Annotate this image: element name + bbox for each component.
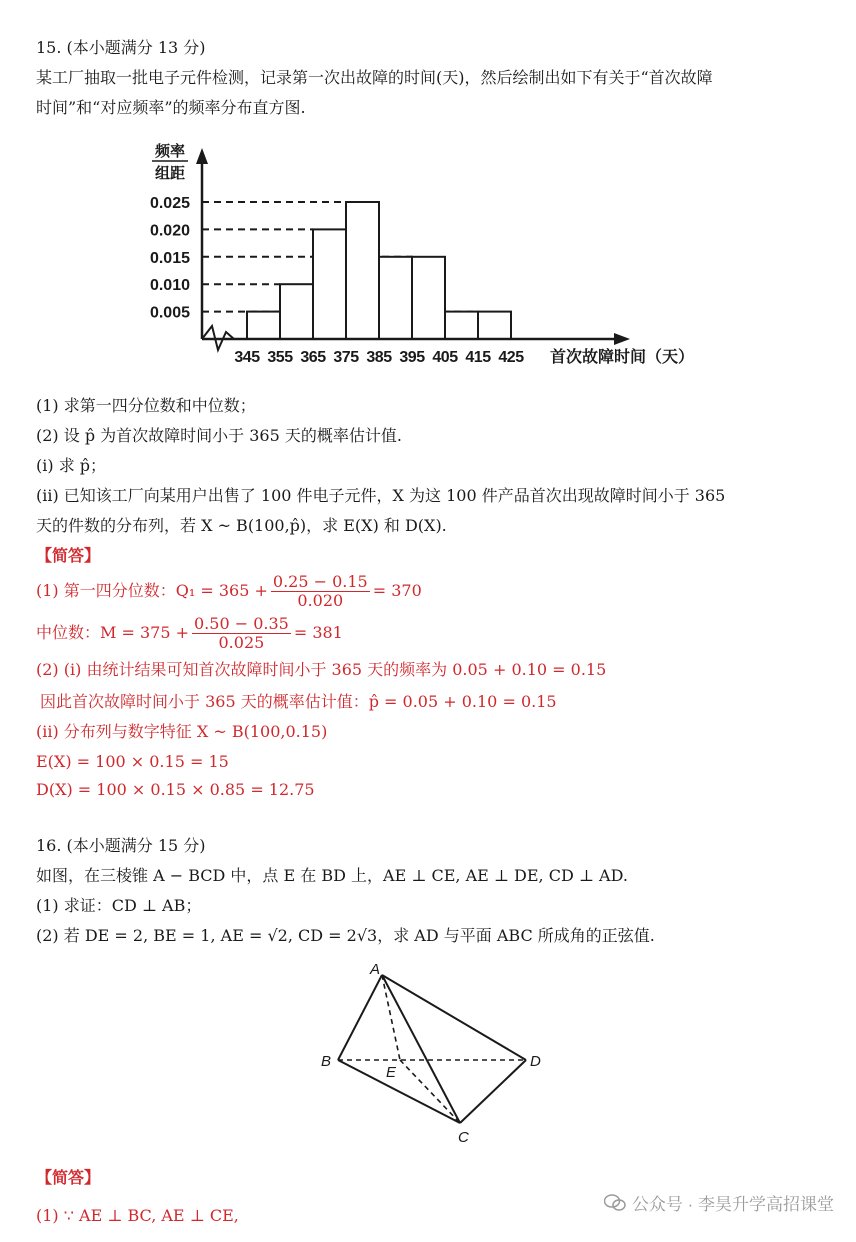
histogram-bar [412,257,445,339]
q16-answer-label: 【简答】 [36,1168,101,1187]
q15-answer-label: 【简答】 [36,546,101,565]
histogram-bar [313,229,346,339]
y-tick-label: 0.020 [149,222,190,240]
x-tick-label: 375 [333,349,359,366]
q15-answer-median [36,614,343,652]
label-D: D [530,1053,541,1070]
q15-part1: (1) 求第一四分位数和中位数； [36,396,256,415]
label-E: E [386,1064,397,1081]
q15-part2-ii-line2: 天的件数的分布列，若 X ~ B(100,p̂)，求 E(X) 和 D(X). [36,516,447,535]
q15-answer-expectation: E(X) = 100 × 0.15 = 15 [36,752,229,771]
q15-answer-estimate: 因此首次故障时间小于 365 天的概率估计值：p̂ = 0.05 + 0.10 = 0.15 [40,692,557,711]
q15-part2: (2) 设 p̂ 为首次故障时间小于 365 天的概率估计值. [36,426,402,445]
q15-answer-q1-fraction [271,573,370,610]
q16-answer-1: (1) ∵ AE ⊥ BC, AE ⊥ CE, [36,1206,239,1225]
x-tick-label: 385 [366,349,392,366]
q15-stem-line2: 时间”和“对应频率”的频率分布直方图. [36,98,306,117]
q16-part2: (2) 若 DE = 2, BE = 1, AE = √2, CD = 2√3，求 AD 与平面 ABC 所成角的正弦值. [36,926,655,945]
q15-answer-variance: D(X) = 100 × 0.15 × 0.85 = 12.75 [36,780,315,799]
histogram-bar [346,202,379,339]
label-B: B [321,1053,332,1070]
y-tick-label: 0.005 [149,304,190,322]
y-axis-arrow [196,148,208,164]
watermark [604,1190,834,1215]
q15-answer-median-result: = 381 [293,623,343,642]
q15-answer-q1-numerator: 0.25 − 0.15 [272,572,368,591]
segment-AE-dashed [382,975,400,1060]
y-axis-label-bottom: 组距 [154,165,186,182]
wechat-icon [604,1194,626,1212]
histogram-bar [247,312,280,339]
x-tick-label: 355 [267,349,293,366]
x-axis-arrow [614,333,630,345]
x-tick-label: 415 [465,349,491,366]
q15-answer-median-denominator: 0.025 [218,633,265,652]
segment-EC-dashed [400,1060,460,1123]
x-tick-label: 405 [432,349,458,366]
q16-part1: (1) 求证：CD ⊥ AB； [36,896,202,915]
q16-header: 16. (本小题满分 15 分) [36,836,206,855]
histogram-chart [130,138,740,370]
q15-part2-i: (i) 求 p̂； [36,456,107,475]
edge-CD [460,1060,526,1123]
q15-stem-line1: 某工厂抽取一批电子元件检测，记录第一次出故障的时间(天)，然后绘制出如下有关于“首次故障 [36,68,713,87]
q15-answer-q1-denominator: 0.020 [297,591,344,610]
y-tick-label: 0.015 [149,249,190,267]
q15-answer-median-prefix: 中位数：M = 375 + [36,623,189,642]
y-tick-label: 0.010 [149,277,190,295]
q15-answer-q1-prefix: (1) 第一四分位数：Q₁ = 365 + [36,581,268,600]
y-tick-label: 0.025 [149,195,190,212]
edge-BC [338,1060,460,1123]
q15-header: 15. (本小题满分 13 分) [36,38,206,57]
x-tick-label: 425 [498,349,524,366]
edge-AB [338,975,382,1060]
label-A: A [370,961,381,978]
watermark-text: 公众号 · 李昊升学高招课堂 [631,1195,834,1214]
x-tick-label: 345 [234,349,260,366]
x-tick-label: 395 [399,349,425,366]
q15-answer-2ii: (ii) 分布列与数字特征 X ~ B(100,0.15) [36,722,328,741]
histogram-bar [445,312,478,339]
histogram-bar [280,284,313,339]
x-tick-label: 365 [300,349,326,366]
histogram-bar [379,257,412,339]
q15-answer-median-fraction [192,615,291,652]
q15-answer-median-numerator: 0.50 − 0.35 [194,614,289,633]
pyramid-figure [310,960,570,1150]
histogram-bar [478,312,511,339]
q16-stem: 如图，在三棱锥 A − BCD 中，点 E 在 BD 上，AE ⊥ CE, AE ⊥ DE, CD ⊥ AD. [36,866,628,885]
x-axis-label: 首次故障时间（天） [550,349,695,366]
q15-answer-q1-result: = 370 [372,581,422,600]
q15-part2-ii-line1: (ii) 已知该工厂向某用户出售了 100 件电子元件，X 为这 100 件产品首次出现故障时间小于 365 [36,486,726,505]
y-axis-label-top: 频率 [154,143,186,160]
q15-answer-2i: (2) (i) 由统计结果可知首次故障时间小于 365 天的频率为 0.05 + 0.10 = 0.15 [36,660,607,679]
q15-answer-q1 [36,572,422,610]
label-C: C [458,1129,469,1146]
